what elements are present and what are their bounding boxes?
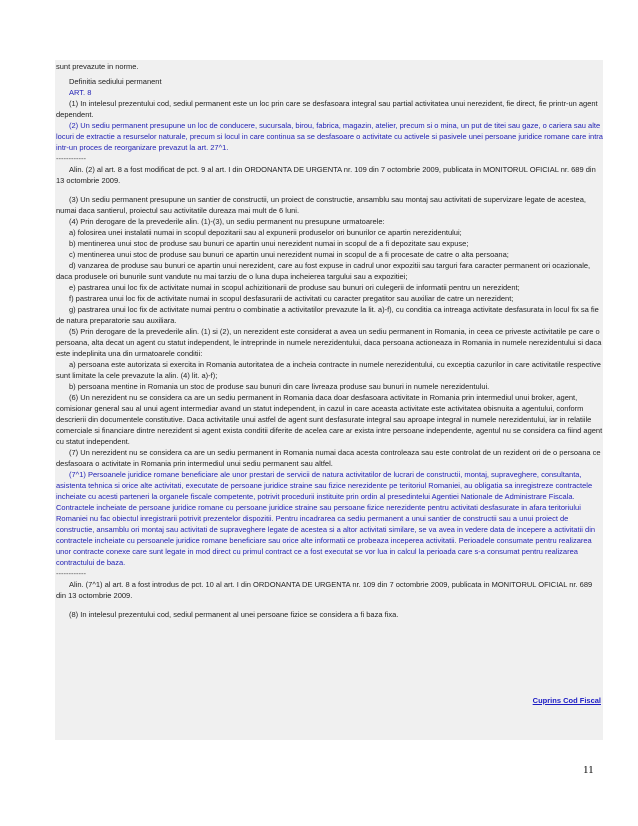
list-item: d) vanzarea de produse sau bunuri ce apartin unui nerezident, care au fost expuse in cadrul unor expozitii sau targuri fara caracter permanent ori ocazionale, daca produsele ori bunurile sunt vandute nu mai tarziu de o luna dupa incheierea targului sau a expozitiei;	[56, 261, 591, 281]
cuprins-cod-fiscal-link[interactable]: Cuprins Cod Fiscal	[532, 696, 601, 705]
section-heading: Definitia sediului permanent	[69, 77, 162, 86]
separator: ------------	[56, 154, 86, 163]
list-item: a) folosirea unei instalatii numai in scopul depozitarii sau al expunerii produselor ori bunurilor ce apartin nerezidentului;	[69, 228, 462, 237]
article-title: ART. 8	[69, 88, 92, 97]
amendment-note: Alin. (7^1) al art. 8 a fost introdus de pct. 10 al art. I din ORDONANTA DE URGENTA nr. 109 din 7 octombrie 2009, publicata in MONITORUL OFICIAL nr. 689 din 13 octombrie 2009.	[56, 580, 593, 600]
list-item: e) pastrarea unui loc fix de activitate numai in scopul achizitionarii de produse sau bunuri ori culegerii de informatii pentru un nerezident;	[69, 283, 520, 292]
list-item: f) pastrarea unui loc fix de activitate numai in scopul desfasurarii de activitati cu caracter pregatitor sau auxiliar de catre un nerezident;	[69, 294, 514, 303]
paragraph: (8) In intelesul prezentului cod, sediul permanent al unei persoane fizice se considera a fi baza fixa.	[69, 610, 399, 619]
list-item: b) mentinerea unui stoc de produse sau bunuri ce apartin unui nerezident numai in scopul de a fi depozitate sau expuse;	[69, 239, 469, 248]
paragraph: (7) Un nerezident nu se considera ca are un sediu permanent in Romania numai daca acesta controleaza sau este controlat de un rezident ori de o persoana ce desfasoara o activitate in Romania prin intermediul unui sediu permanent sau altfel.	[56, 448, 601, 468]
amended-paragraph: (2) Un sediu permanent presupune un loc de conducere, sucursala, birou, fabrica, magazin, atelier, precum si o mina, un put de titei sau gaze, o cariera sau alte locuri de extractie a resurselor naturale, precum si locul in care continua sa se desfasoare o activitate cu activele si pasivele unei persoane juridice romane care intra intr-un proces de reorganizare prevazut la art. 27^1.	[56, 121, 603, 152]
paragraph: (4) Prin derogare de la prevederile alin. (1)-(3), un sediu permanent nu presupune urmatoarele:	[69, 217, 385, 226]
amendment-note: Alin. (2) al art. 8 a fost modificat de pct. 9 al art. I din ORDONANTA DE URGENTA nr. 109 din 7 octombrie 2009, publicata in MONITORUL OFICIAL nr. 689 din 13 octombrie 2009.	[56, 165, 596, 185]
paragraph: sunt prevazute in norme.	[56, 62, 139, 71]
document-body	[55, 60, 603, 620]
list-item: b) persoana mentine in Romania un stoc de produse sau bunuri din care livreaza produse sau bunuri in numele nerezidentului.	[69, 382, 490, 391]
list-item: g) pastrarea unui loc fix de activitate numai pentru o combinatie a activitatilor prevazute la lit. a)-f), cu conditia ca intreaga activitate desfasurata in locul fix sa fie de natura preparatorie sau auxiliara.	[56, 305, 599, 325]
paragraph: (6) Un nerezident nu se considera ca are un sediu permanent in Romania daca doar desfasoara activitate in Romania prin intermediul unui broker, agent, comisionar general sau al unui agent intermediar avand un statut independent, in cazul in care aceasta activitate este activitatea obisnuita a agentului, conform descrierii din documentele constitutive. Daca activitatile unui astfel de agent sunt desfasurate integral sau aproape integral in numele nerezidentului, iar in relatiile comerciale si financiare dintre nerezident si agent exista conditii diferite de acelea care ar exista intre persoane independente, agentul nu se considera ca fiind agent cu statut independent.	[56, 393, 603, 446]
paragraph: (1) In intelesul prezentului cod, sediul permanent este un loc prin care se desfasoara integral sau partial activitatea unui nerezident, fie direct, fie printr-un agent dependent.	[56, 99, 598, 119]
paragraph: (3) Un sediu permanent presupune un santier de constructii, un proiect de constructie, ansamblu sau montaj sau activitati de supervizare legate de acestea, numai daca santierul, proiectul sau activitatile dureaza mai mult de 6 luni.	[56, 195, 586, 215]
page-number: 11	[583, 764, 594, 776]
amended-paragraph: (7^1) Persoanele juridice romane beneficiare ale unor prestari de servicii de natura activitatilor de lucrari de constructii, montaj, supraveghere, consultanta, asistenta tehnica si orice alte activitati, executate de persoane juridice straine sau fizice nerezidente pe teritoriul Romaniei, au obligatia sa inregistreze contractele incheiate cu acesti parteneri la organele fiscale competente, potrivit procedurii instituite prin ordin al presedintelui Agentiei Nationale de Administrare Fiscala. Contractele incheiate de persoane juridice romane cu persoane juridice straine sau persoane fizice nerezidente pentru activitati desfasurate in afara teritoriului Romaniei nu fac obiectul inregistrarii potrivit prezentelor dispozitii. Pentru incadrarea ca sediu permanent a unui santier de constructii sau a unui proiect de constructie, ansamblu ori montaj sau activitati de supraveghere legate de acestea si a altor activitati similare, se va avea in vedere data de incepere a activitatii din contractele incheiate cu persoanele juridice romane beneficiare sau orice alte informatii ce probeaza inceperea activitatii. Perioadele consumate pentru realizarea unor contracte conexe care sunt legate in mod direct cu primul contract ce a fost executat se vor lua in calcul la perioada care s-a consumat pentru realizarea contractului de baza.	[56, 470, 596, 567]
list-item: a) persoana este autorizata si exercita in Romania autoritatea de a incheia contracte in numele nerezidentului, cu exceptia cazurilor in care activitatile respective sunt limitate la cele prevazute la alin. (4) lit. a)-f);	[56, 360, 601, 380]
separator: ------------	[56, 569, 86, 578]
document-panel	[55, 60, 603, 740]
paragraph: (5) Prin derogare de la prevederile alin. (1) si (2), un nerezident este considerat a avea un sediu permanent in Romania, in ceea ce priveste activitatile pe care o persoana, alta decat un agent cu statut independent, le intreprinde in numele nerezidentului, daca persoana actioneaza in Romania in numele nerezidentului si daca este indeplinita una din urmatoarele conditii:	[56, 327, 602, 358]
list-item: c) mentinerea unui stoc de produse sau bunuri ce apartin unui nerezident numai in scopul de a fi procesate de catre o alta persoana;	[69, 250, 509, 259]
